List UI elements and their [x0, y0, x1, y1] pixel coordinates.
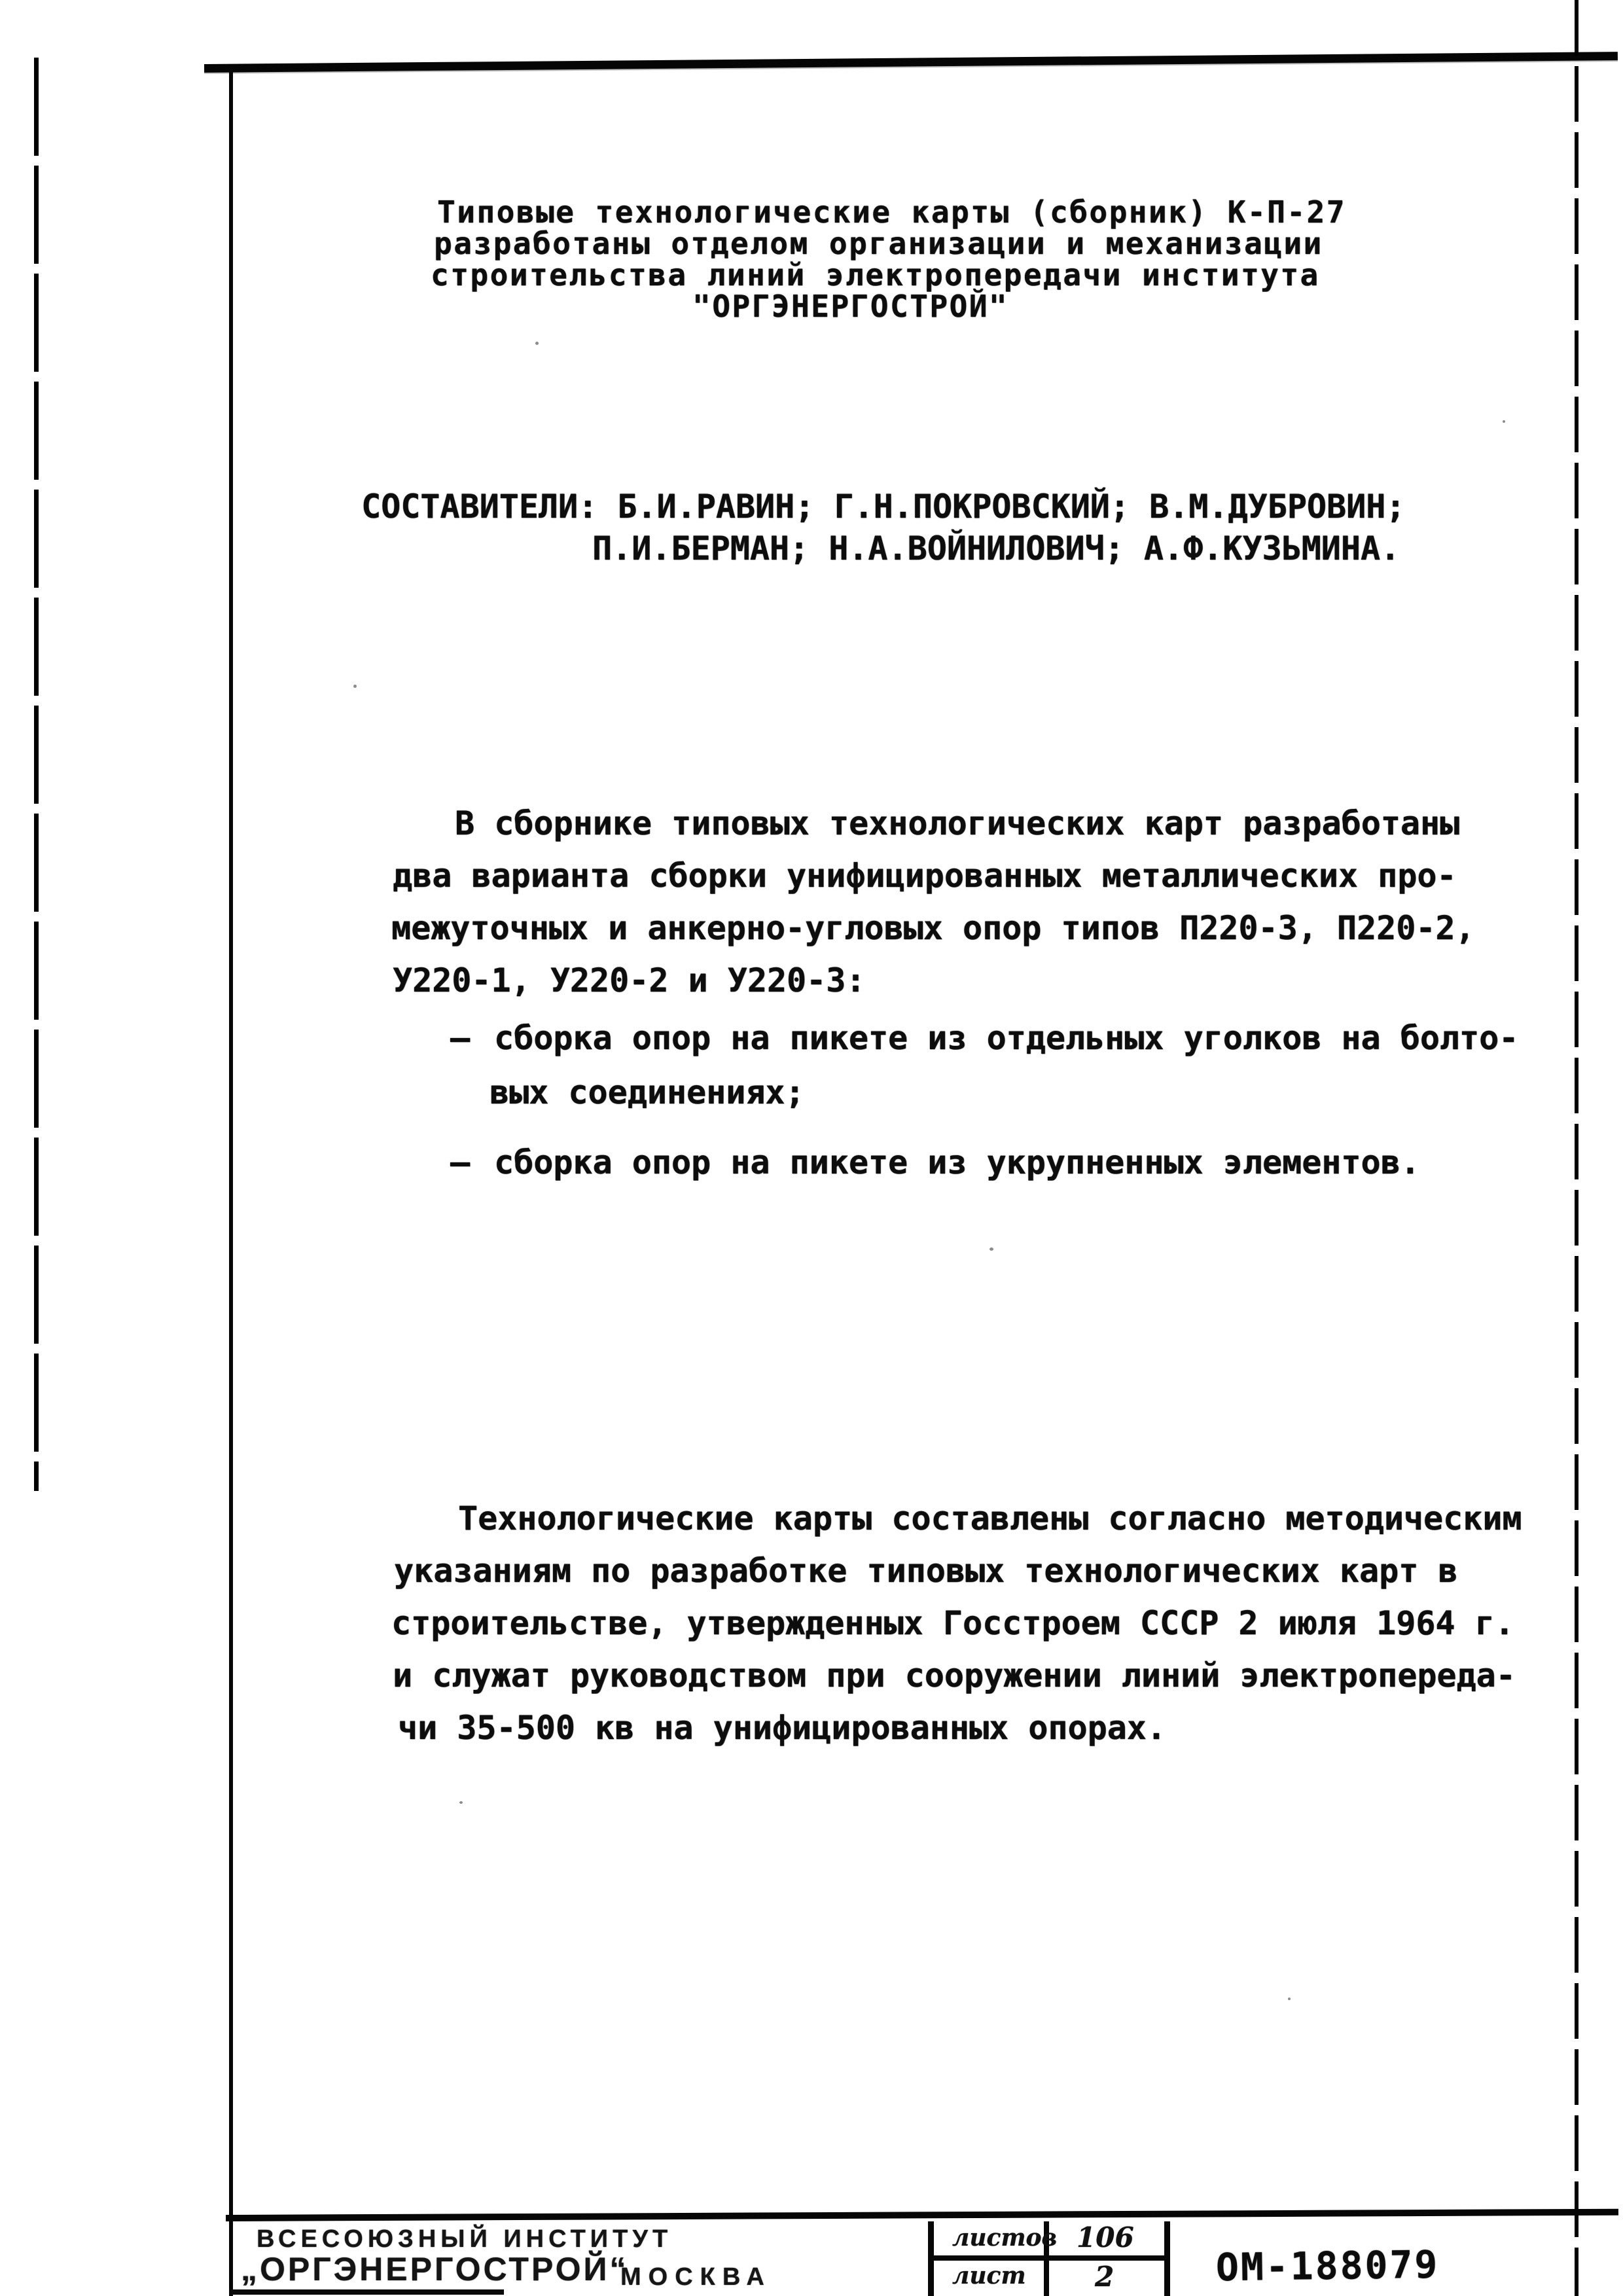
sheet-value: 2 — [1095, 2261, 1115, 2293]
closing-line-3: строительстве, утвержденных Госстроем СССР 2 июля 1964 г. — [391, 1604, 1514, 1642]
intro-line-2: два варианта сборки унифицированных металлических про- — [393, 857, 1457, 895]
bullet-1-dash: — — [450, 1019, 471, 1057]
sheets-total-value: 106 — [1077, 2221, 1134, 2253]
page-frame-left-border — [229, 68, 233, 2296]
closing-line-4: и служат руководством при сооружении линий электропереда- — [393, 1657, 1516, 1695]
title-line-4: "ОРГЭНЕРГОСТРОЙ" — [692, 289, 1009, 324]
sheet-label: лист — [952, 2262, 1026, 2289]
institute-name: „ОРГЭНЕРГОСТРОЙ“ — [241, 2251, 629, 2287]
intro-line-3: межуточных и анкерно-угловых опор типов П220-3, П220-2, — [391, 909, 1475, 947]
sheet-table-row-divider — [934, 2255, 1164, 2261]
sheet-count-table — [928, 2221, 1170, 2296]
closing-line-5: чи 35-500 кв на унифицированных опорах. — [398, 1709, 1166, 1747]
institute-caption: ВСЕСОЮЗНЫЙ ИНСТИТУТ — [257, 2225, 673, 2253]
intro-line-4: У220-1, У220-2 и У220-3: — [393, 961, 866, 999]
noise-speck — [459, 1801, 463, 1804]
bullet-1-line-2: вых соединениях; — [490, 1073, 805, 1111]
city-label: МОСКВА — [620, 2263, 772, 2291]
noise-speck — [1288, 1998, 1291, 2000]
noise-speck — [535, 342, 539, 345]
footer-top-rule — [226, 2209, 1618, 2221]
bullet-2-dash: — — [450, 1143, 471, 1181]
scan-edge-line — [34, 58, 39, 1491]
closing-line-2: указаниям по разработке типовых технологических карт в — [394, 1552, 1458, 1590]
noise-speck — [990, 1247, 993, 1251]
page-frame-right-border — [1575, 0, 1578, 2296]
title-line-1: Типовые технологические карты (сборник) К-П-27 — [437, 194, 1346, 230]
document-number: ОМ-188079 — [1215, 2242, 1440, 2290]
noise-speck — [1503, 420, 1505, 423]
intro-line-1: В сборнике типовых технологических карт разработаны — [455, 804, 1460, 842]
closing-line-1: Технологические карты составлены согласно методическим — [458, 1499, 1522, 1537]
compilers-line-2: П.И.БЕРМАН; Н.А.ВОЙНИЛОВИЧ; А.Ф.КУЗЬМИНА. — [592, 529, 1400, 567]
footer-bottom-rule-segment — [229, 2289, 504, 2295]
title-line-3: строительства линий электропередачи института — [431, 257, 1320, 293]
bullet-2-line-1: сборка опор на пикете из укрупненных элементов. — [494, 1143, 1420, 1181]
compilers-line-1: СОСТАВИТЕЛИ: Б.И.РАВИН; Г.Н.ПОКРОВСКИЙ; В.М.ДУБРОВИН; — [361, 488, 1406, 526]
bullet-1-line-1: сборка опор на пикете из отдельных уголков на болто- — [494, 1019, 1519, 1057]
noise-speck — [353, 685, 357, 688]
page-frame-top-border — [204, 52, 1618, 73]
sheets-total-label: листов — [952, 2224, 1058, 2251]
title-line-2: разработаны отделом организации и механизации — [434, 226, 1323, 261]
